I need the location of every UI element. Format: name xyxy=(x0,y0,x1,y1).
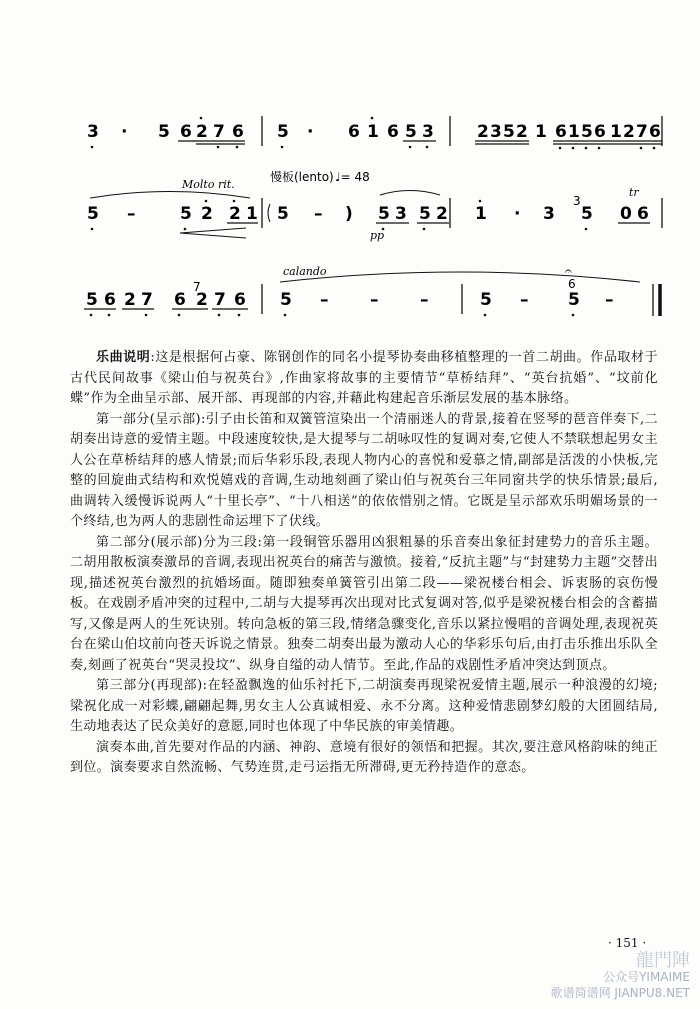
note: 5 xyxy=(419,204,431,224)
note: 1 xyxy=(367,122,379,142)
fermata-mark: 𝄐 xyxy=(565,264,572,278)
watermark-account: 公众号YIMAIME xyxy=(603,970,690,984)
note: 5 xyxy=(277,122,289,142)
note: 6 xyxy=(649,122,661,142)
note: 5 xyxy=(158,122,170,142)
dash: – xyxy=(420,290,429,310)
note: 5 xyxy=(480,290,492,310)
dot: · xyxy=(514,204,521,224)
intro-paragraph xyxy=(70,348,658,410)
grace-note: 7 xyxy=(193,280,201,294)
note: 6 xyxy=(180,122,192,142)
intro-label: 乐曲说明 xyxy=(96,350,151,365)
note: 5 xyxy=(581,122,593,142)
tempo-mark: 慢板(lento) xyxy=(270,170,334,184)
dash: – xyxy=(127,204,136,224)
grace-note: 6 xyxy=(568,277,576,291)
dot: · xyxy=(121,122,128,142)
dash: – xyxy=(314,204,323,224)
note: 3 xyxy=(395,204,407,224)
note: 6 xyxy=(232,122,244,142)
note: 2 xyxy=(623,122,635,142)
paren: ) xyxy=(345,204,353,224)
watermark-site: 歌谱简谱网 JIANPU8.NET xyxy=(550,986,690,1000)
part3-paragraph: 第三部分(再现部):在轻盈飘逸的仙乐衬托下,二胡演奏再现梁祝爱情主题,展示一种浪漫的幻境;梁祝化成一对彩蝶,翩翩起舞,男女主人公真诚相爱、永不分离。这种爱情悲剧梦幻般的大团圆结局,生动地表达了民众美好的意愿,同时也体现了中华民族的审美情趣。 xyxy=(70,678,658,734)
note: 6 xyxy=(174,290,186,310)
dash: – xyxy=(320,290,329,310)
dash: – xyxy=(370,290,379,310)
note: 5 xyxy=(405,122,417,142)
score-line-3 xyxy=(84,264,660,316)
part2-paragraph: 第二部分(展示部)分为三段:第一段铜管乐器用凶狠粗暴的乐音奏出象征封建势力的音乐主题。二胡用散板演奏激昂的音调,表现出祝英台的痛苦与激愤。接着,“反抗主题”与“封建势力主题”交替出现,描述祝英台激烈的抗婚场面。随即独奏单簧管引出第二段——梁祝楼台相会、诉衷肠的哀伤慢板。在戏剧矛盾冲突的过程中,二胡与大提琴再次出现对比式复调对答,似乎是梁祝楼台相会的含蓄描写,又像是两人的生死诀别。转向急板的第三段,情绪急骤变化,音乐以紧拉慢唱的音调处理,表现祝英台在梁山伯坟前向苍天诉说之情景。独奏二胡奏出最为激动人心的华彩乐句后,由打击乐推出乐队全奏,刻画了祝英台“哭灵投坟”、纵身自缢的动人情节。至此,作品的戏剧性矛盾冲突达到顶点。 xyxy=(70,534,658,673)
note: 1 xyxy=(535,122,547,142)
grace-note: 3 xyxy=(573,194,581,208)
part1-paragraph: 第一部分(呈示部):引子由长笛和双簧管渲染出一个清丽迷人的背景,接着在竖琴的琶音伴奏下,二胡奏出诗意的爱情主题。中段速度较快,是大提琴与二胡咏叹性的复调对奏,它使人不禁联想起男女主人公在草桥结拜的感人情景;而后华彩乐段,表现人物内心的喜悦和爱慕之情,副部是活泼的小快板,完整的回旋曲式结构和欢悦嬉戏的音调,生动地刻画了梁山伯与祝英台三年同窗共学的快乐情景;最后,曲调转入缓慢诉说两人“十里长亭”、“十八相送”的依依惜别之情。它既是呈示部欢乐明媚场景的一个终结,也为两人的悲剧性命运埋下了伏线。 xyxy=(70,411,658,529)
dash: – xyxy=(605,290,614,310)
note: 5 xyxy=(277,204,289,224)
note: 5 xyxy=(581,204,593,224)
note: 2 xyxy=(516,122,528,142)
note: 6 xyxy=(387,122,399,142)
note: 2 xyxy=(477,122,489,142)
note: 7 xyxy=(214,290,226,310)
tempo-change: Molto rit. xyxy=(182,178,235,191)
note: 7 xyxy=(141,290,153,310)
trill-mark: tr xyxy=(629,186,639,199)
note: 6 xyxy=(594,122,606,142)
note: 7 xyxy=(213,122,225,142)
metronome-mark: ♩= 48 xyxy=(335,170,370,184)
note: 2 xyxy=(436,204,448,224)
note: 3 xyxy=(543,204,555,224)
note: 6 xyxy=(637,204,649,224)
note: 6 xyxy=(348,122,360,142)
note: 1 xyxy=(568,122,580,142)
note: 3 xyxy=(490,122,502,142)
note: 6 xyxy=(555,122,567,142)
note: 5 xyxy=(87,204,99,224)
note: 3 xyxy=(422,122,434,142)
watermark xyxy=(550,950,690,1001)
note: 1 xyxy=(475,204,487,224)
note: 0 xyxy=(620,204,632,224)
note: 2 xyxy=(201,204,213,224)
score-line-1 xyxy=(87,116,662,149)
note: 5 xyxy=(378,204,390,224)
note: 1 xyxy=(246,204,258,224)
note: 6 xyxy=(234,290,246,310)
dot: · xyxy=(307,122,314,142)
note: 5 xyxy=(86,290,98,310)
note: 5 xyxy=(568,290,580,310)
note: 3 xyxy=(87,122,99,142)
note: 2 xyxy=(124,290,136,310)
dynamic-mark: pp xyxy=(370,229,385,242)
performance-paragraph: 演奏本曲,首先要对作品的内涵、神韵、意境有很好的领悟和把握。其次,要注意风格韵味的纯正到位。演奏要求自然流畅、气势连贯,走弓运指无所滞碍,更无矜持造作的意态。 xyxy=(70,739,658,775)
expression-mark: calando xyxy=(283,265,327,278)
page-number: · 151 · xyxy=(608,936,647,950)
note: 5 xyxy=(503,122,515,142)
note: 7 xyxy=(636,122,648,142)
dash: – xyxy=(520,290,529,310)
watermark-brand: 龍門陣 xyxy=(636,950,690,971)
score-line-2 xyxy=(87,169,662,242)
intro-text: :这是根据何占豪、陈钢创作的同名小提琴协奏曲移植整理的一首二胡曲。作品取材于古代民间故事《梁山伯与祝英台》,作曲家将故事的主要情节“草桥结拜”、“英台抗婚”、“坟前化蝶”作为全曲呈示部、展开部、再现部的内容,并藉此构建起音乐渐层发展的基本脉络。 xyxy=(70,350,658,406)
music-score xyxy=(0,0,700,330)
note: 6 xyxy=(104,290,116,310)
note: 1 xyxy=(610,122,622,142)
description-text xyxy=(70,348,658,779)
note: 2 xyxy=(196,122,208,142)
note: 5 xyxy=(280,290,292,310)
note: 2 xyxy=(196,290,208,310)
note: 5 xyxy=(180,204,192,224)
note: 2 xyxy=(229,204,241,224)
